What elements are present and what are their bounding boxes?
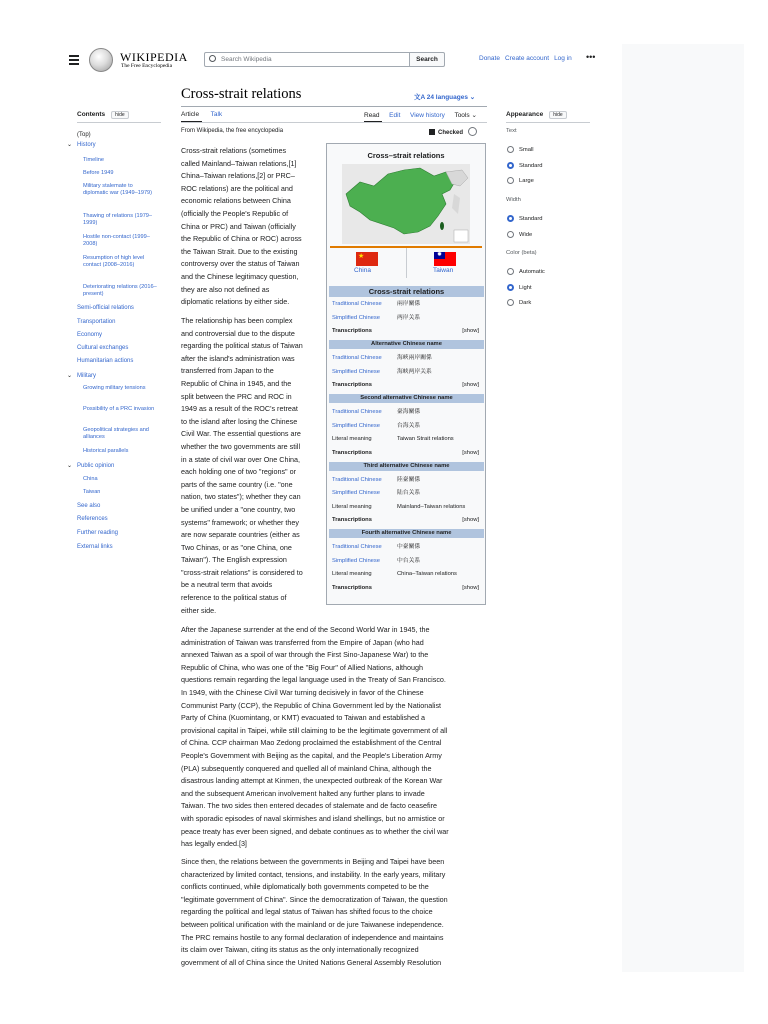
appearance-group-label: Text (506, 128, 517, 134)
toc-heading: Contents hide (77, 111, 129, 119)
toc-item[interactable]: History (77, 142, 96, 148)
text-line: each holding one of two "regions" or (181, 467, 296, 477)
toc-item[interactable]: Historical parallels (83, 448, 129, 454)
text-line: its claim over Taiwan, citing its status as the only internationally recognized (181, 945, 419, 955)
text-line: The relationship has been complex (181, 316, 293, 325)
infobox-value: 海峽兩岸關係 (397, 355, 432, 361)
text-line: be unified under a "one country, two (181, 504, 296, 514)
infobox-value: 臺海關係 (397, 409, 421, 415)
text-line: controversy over the status of Taiwan (181, 259, 300, 269)
text-line: China or PRC) and Taiwan (officially (181, 221, 296, 231)
text-line: characterized by limited contact, tensions, and instability. In the early years, military (181, 869, 446, 879)
infobox-key: Literal meaning (332, 571, 372, 577)
donate-link[interactable]: Donate (479, 55, 500, 62)
infobox-value: 陸臺關係 (397, 476, 421, 483)
text-line: administration of Taiwan was transferred from the Empire of Japan (who had (181, 637, 424, 647)
text-line: parts of the same country (i.e. "one (181, 479, 293, 489)
infobox-map-image[interactable] (342, 164, 470, 244)
tab-article[interactable]: Article (181, 111, 200, 118)
infobox-key[interactable]: Simplified Chinese (332, 314, 381, 321)
lead-paragraph-1 (181, 145, 323, 309)
infobox-value: 台海关系 (397, 422, 421, 429)
right-gutter (622, 44, 744, 972)
paragraph-3 (181, 624, 491, 851)
toc-item[interactable]: (Top) (77, 132, 91, 138)
infobox-key[interactable]: Simplified Chinese (332, 490, 381, 496)
text-line: they are also not defined as (181, 284, 270, 294)
show-toggle[interactable]: [show] (462, 449, 479, 456)
text-line: be a neutral term that avoids (181, 580, 273, 590)
infobox-key[interactable]: Traditional Chinese (332, 301, 382, 307)
toc-item[interactable]: Resumption of high level contact (2008–2016) (83, 255, 145, 268)
text-line: to the island after losing the Chinese (181, 416, 298, 426)
radio-option[interactable] (507, 177, 514, 184)
text-line: either side. (181, 605, 217, 615)
logo-wordmark[interactable]: WIKIPEDIA (120, 50, 188, 64)
text-line: economic relations between China (181, 196, 291, 206)
infobox-key[interactable]: Traditional Chinese (332, 355, 382, 361)
text-line: Party of China (Kuomintang, or KMT) evacuated to Taiwan and established a (181, 713, 425, 723)
text-line: conflicts continued, while diplomatically both governments competed to be the (181, 882, 429, 892)
divider (181, 122, 487, 123)
text-line: Republic of China, who was one of the "Big Four" of Allied Nations, although (181, 662, 424, 672)
divider (181, 106, 487, 107)
toc-item[interactable]: Geopolitical strategies and alliances (83, 427, 149, 440)
flag-label-taiwan[interactable]: Taiwan (433, 267, 454, 274)
text-line: with sporadic episodes of naval skirmishes and island shellings, but no armistice or (181, 813, 445, 823)
toc-item[interactable]: Before 1949 (83, 170, 114, 176)
search-button[interactable]: Search (409, 52, 445, 67)
show-toggle[interactable]: [show] (462, 584, 479, 591)
radio-option[interactable] (507, 299, 514, 306)
text-line: the Taiwan Strait. Due to the existing (181, 246, 298, 256)
radio-option-label: Standard (519, 216, 543, 222)
chevron-down-icon[interactable]: ⌄ (67, 142, 73, 148)
infobox-section-header: Second alternative Chinese name (329, 394, 484, 403)
tab-talk[interactable]: Talk (210, 111, 223, 118)
text-line: disastrous landing attempt at Kinmen, the unexpected outbreak of the Korean War (181, 776, 443, 786)
radio-option-label: Standard (519, 162, 543, 169)
text-line: systems" framework; or whether they (181, 517, 299, 527)
paragraph-4 (181, 856, 491, 969)
chevron-down-icon: ⌄ (469, 94, 476, 101)
transcriptions-label: Transcriptions (332, 584, 372, 591)
text-line: regarding the political status of Taiwan (181, 341, 303, 351)
chevron-down-icon[interactable]: ⌄ (67, 373, 73, 379)
checked-badge[interactable]: Checked (429, 127, 477, 136)
text-line: Two Chinas, or as "one China, one (181, 542, 292, 552)
radio-option[interactable] (507, 162, 514, 169)
text-line: regarding the political and legal status of Taiwan has shifted focus to the choice (181, 907, 433, 917)
infobox-value: 陆台关系 (397, 490, 421, 496)
text-line: Republic of China in 1945, and the (181, 378, 292, 388)
toc-item[interactable]: Further reading (77, 530, 119, 536)
text-line: In 1949, with the Chinese Civil War turning decisively in favor of the Chinese (181, 687, 424, 697)
text-line: provisional capital in Taipei, while still claiming to be the legitimate government of all (181, 725, 448, 735)
transcriptions-label: Transcriptions (332, 517, 372, 523)
text-line: of China. CCP chairman Mao Zedong proclaimed the establishment of the Central (181, 738, 442, 748)
infobox-value: 中臺關係 (397, 544, 421, 550)
lead-paragraph-2 (181, 315, 323, 617)
text-line: "cross-strait relations" is considered to (181, 567, 303, 577)
radio-option-label: Light (519, 284, 532, 291)
radio-option[interactable] (507, 268, 514, 275)
text-line: whether the two governments are still (181, 441, 301, 451)
toc-item[interactable]: Possibility of a PRC invasion (83, 406, 155, 412)
transcriptions-label: Transcriptions (332, 449, 372, 456)
infobox-title: Cross–strait relations (367, 151, 445, 160)
user-links (479, 55, 577, 62)
toc-item[interactable]: Economy (77, 332, 103, 338)
text-line: split between the PRC and ROC in (181, 391, 292, 401)
china-flag-icon[interactable]: ★ (356, 252, 378, 266)
text-line: and the Chinese legitimacy question, (181, 271, 299, 281)
text-line: After the Japanese surrender at the end of the Second World War in 1945, the (181, 625, 430, 634)
radio-option[interactable] (507, 231, 514, 238)
text-line: China–Taiwan relations,[2] or PRC– (181, 171, 295, 181)
divider (506, 122, 590, 123)
show-toggle[interactable]: [show] (462, 517, 479, 523)
text-line: Communist Party (CCP), the Republic of China Government led by the Nationalist (181, 700, 442, 710)
infobox-section-header: Alternative Chinese name (329, 340, 484, 349)
page-title: Cross-strait relations (181, 86, 302, 102)
text-line: Since then, the relations between the governments in Beijing and Taipei have been (181, 857, 445, 866)
site-sub: From Wikipedia, the free encyclopedia (181, 128, 284, 134)
infobox-value: Mainland–Taiwan relations (397, 503, 466, 510)
text-line: has legally ended.[3] (181, 839, 247, 849)
text-line: Taiwan. The two sides then entered decades of stalemate and de facto ceasefire (181, 801, 437, 811)
language-button[interactable]: 文A 24 languages ⌄ (414, 94, 476, 101)
wikipedia-globe-icon[interactable] (89, 48, 113, 72)
radio-option-label: Large (519, 178, 534, 184)
text-line: questions remain regarding the legal language used in the Treaty of San Francisco. (181, 675, 446, 685)
transcriptions-label: Transcriptions (332, 328, 372, 334)
toc-item[interactable]: Timeline (83, 157, 104, 163)
infobox-value: China–Taiwan relations (397, 571, 457, 577)
text-line: transferred from Japan to the (181, 366, 274, 376)
toc-item[interactable]: References (77, 516, 108, 522)
infobox-value: 兩岸關係 (397, 301, 421, 307)
radio-option-label: Wide (519, 231, 533, 238)
text-line: and controversial due to the dispute (181, 328, 295, 338)
text-line: between political unification with the mainland or de jure Taiwanese independence. (181, 919, 444, 929)
text-line: the Republic of China or ROC) across (181, 234, 302, 244)
appearance-heading: Appearance hide (506, 111, 567, 119)
infobox-key[interactable]: Simplified Chinese (332, 422, 381, 429)
create-account-link[interactable]: Create account (504, 55, 550, 62)
divider (77, 122, 161, 123)
text-line: The PRC remains hostile to any formal declaration of independence and maintains (181, 932, 444, 942)
infobox-key[interactable]: Simplified Chinese (332, 368, 381, 375)
text-line: and the subsequent American involvement halted any further plans to invade (181, 788, 425, 798)
toc-item[interactable]: External links (77, 544, 113, 550)
radio-option-label: Small (519, 147, 534, 153)
login-link[interactable]: Log in (554, 55, 572, 62)
search-input[interactable]: Search Wikipedia (204, 52, 410, 67)
tools-menu[interactable]: Tools (454, 112, 470, 119)
logo-tagline: The Free Encyclopedia (121, 63, 173, 69)
toc-item[interactable]: Transportation (77, 319, 116, 325)
tab-edit[interactable]: Edit (389, 112, 401, 119)
toc-item[interactable]: Hostile non-contact (1999–2008) (83, 234, 150, 247)
text-line: called Mainland–Taiwan relations,[1] (181, 158, 297, 168)
namespace-tabs (181, 111, 222, 118)
toc-item[interactable]: China (83, 476, 98, 482)
infobox-table-title: Cross-strait relations (329, 286, 484, 297)
show-toggle[interactable]: [show] (462, 382, 479, 388)
radio-option[interactable] (507, 284, 514, 291)
text-line: nation, two states"); whether they can (181, 492, 301, 502)
infobox-key[interactable]: Traditional Chinese (332, 409, 382, 415)
infobox-key: Literal meaning (332, 503, 372, 510)
divider (406, 248, 407, 278)
radio-option[interactable] (507, 215, 514, 222)
text-line: (officially the People's Republic of (181, 208, 289, 218)
search-icon (209, 55, 216, 62)
view-tabs (364, 111, 477, 119)
infobox-value: Taiwan Strait relations (397, 436, 454, 442)
toc-item[interactable]: Taiwan (83, 489, 101, 495)
appearance-group-label: Width (506, 197, 521, 203)
toc-item[interactable]: Deteriorating relations (2016–present) (83, 284, 157, 297)
text-line: in a state of civil war over One China, (181, 454, 301, 464)
toc-hide-button[interactable]: hide (111, 111, 128, 119)
toc-item[interactable]: See also (77, 503, 101, 509)
text-line: ROC relations) are the political and (181, 183, 293, 193)
infobox-key[interactable]: Traditional Chinese (332, 476, 382, 483)
text-line: (PLA) subsequently conquered and quelled all of mainland China, although the (181, 763, 432, 773)
infobox-section-header: Fourth alternative Chinese name (329, 529, 484, 538)
checkbox-icon (429, 129, 435, 135)
infobox-section-header: Third alternative Chinese name (329, 462, 484, 471)
text-line: "legitimate government of China". Since the democratization of Taiwan, the question (181, 894, 448, 904)
text-line: annexed Taiwan as a spoil of war through the First Sino-Japanese War) to the (181, 650, 429, 660)
radio-option-label: Dark (519, 300, 532, 306)
toc-item[interactable]: Growing military tensions (83, 385, 146, 391)
taiwan-flag-icon[interactable]: ✹ (434, 252, 456, 266)
text-line: Cross-strait relations (sometimes (181, 146, 287, 155)
toc-item[interactable]: Public opinion (77, 463, 115, 469)
infobox-key: Literal meaning (332, 436, 372, 442)
infobox-key[interactable]: Simplified Chinese (332, 557, 381, 564)
flag-label-china[interactable]: China (354, 267, 371, 274)
translate-icon: 文A (414, 94, 427, 101)
transcriptions-label: Transcriptions (332, 382, 372, 388)
infobox-key[interactable]: Traditional Chinese (332, 544, 382, 550)
toc-item[interactable]: Military (77, 373, 96, 379)
infobox-value: 海峡两岸关系 (397, 368, 432, 375)
radio-option[interactable] (507, 146, 514, 153)
infobox-value: 两岸关系 (397, 314, 421, 321)
text-line: People's Government with Beijing as the capital, and the People's Liberation Army (181, 750, 442, 760)
toc-item[interactable]: Cultural exchanges (77, 345, 129, 351)
toc-item[interactable]: Humanitarian actions (77, 358, 134, 364)
text-line: reference to the political status of (181, 593, 287, 603)
flag-row (330, 246, 482, 278)
lock-icon (468, 127, 477, 136)
infobox-value: 中台关系 (397, 557, 421, 564)
text-line: after the island's administration was (181, 353, 295, 363)
chevron-down-icon: ⌄ (471, 112, 477, 119)
china-taiwan-map (342, 164, 470, 244)
appearance-hide-button[interactable]: hide (549, 111, 566, 119)
radio-option-label: Automatic (519, 269, 545, 275)
text-line: Civil War. The essential questions are (181, 429, 301, 439)
text-line: are now separate countries (either as (181, 530, 300, 540)
chevron-down-icon[interactable]: ⌄ (67, 463, 73, 469)
text-line: peace treaty has ever been signed, and debate continues as to whether the civil war (181, 826, 449, 836)
more-options-icon[interactable]: ••• (586, 52, 596, 62)
toc-item[interactable]: Military stalemate to diplomatic war (1949–1979) (83, 183, 153, 196)
text-line: Taiwan"). The English expression (181, 555, 287, 565)
main-menu-icon[interactable] (69, 55, 79, 67)
tab-read[interactable]: Read (364, 112, 380, 119)
toc-item[interactable]: Thawing of relations (1979–1999) (83, 213, 153, 226)
text-line: government of all of China since the United Nations General Assembly Resolution (181, 957, 442, 967)
text-line: 1949 as a result of the ROC's retreat (181, 404, 298, 414)
toc-item[interactable]: Semi-official relations (77, 305, 134, 311)
tab-view-history[interactable]: View history (410, 112, 445, 119)
appearance-group-label: Color (beta) (506, 250, 537, 256)
show-toggle[interactable]: [show] (462, 328, 479, 334)
text-line: diplomatic relations by either side. (181, 297, 290, 307)
